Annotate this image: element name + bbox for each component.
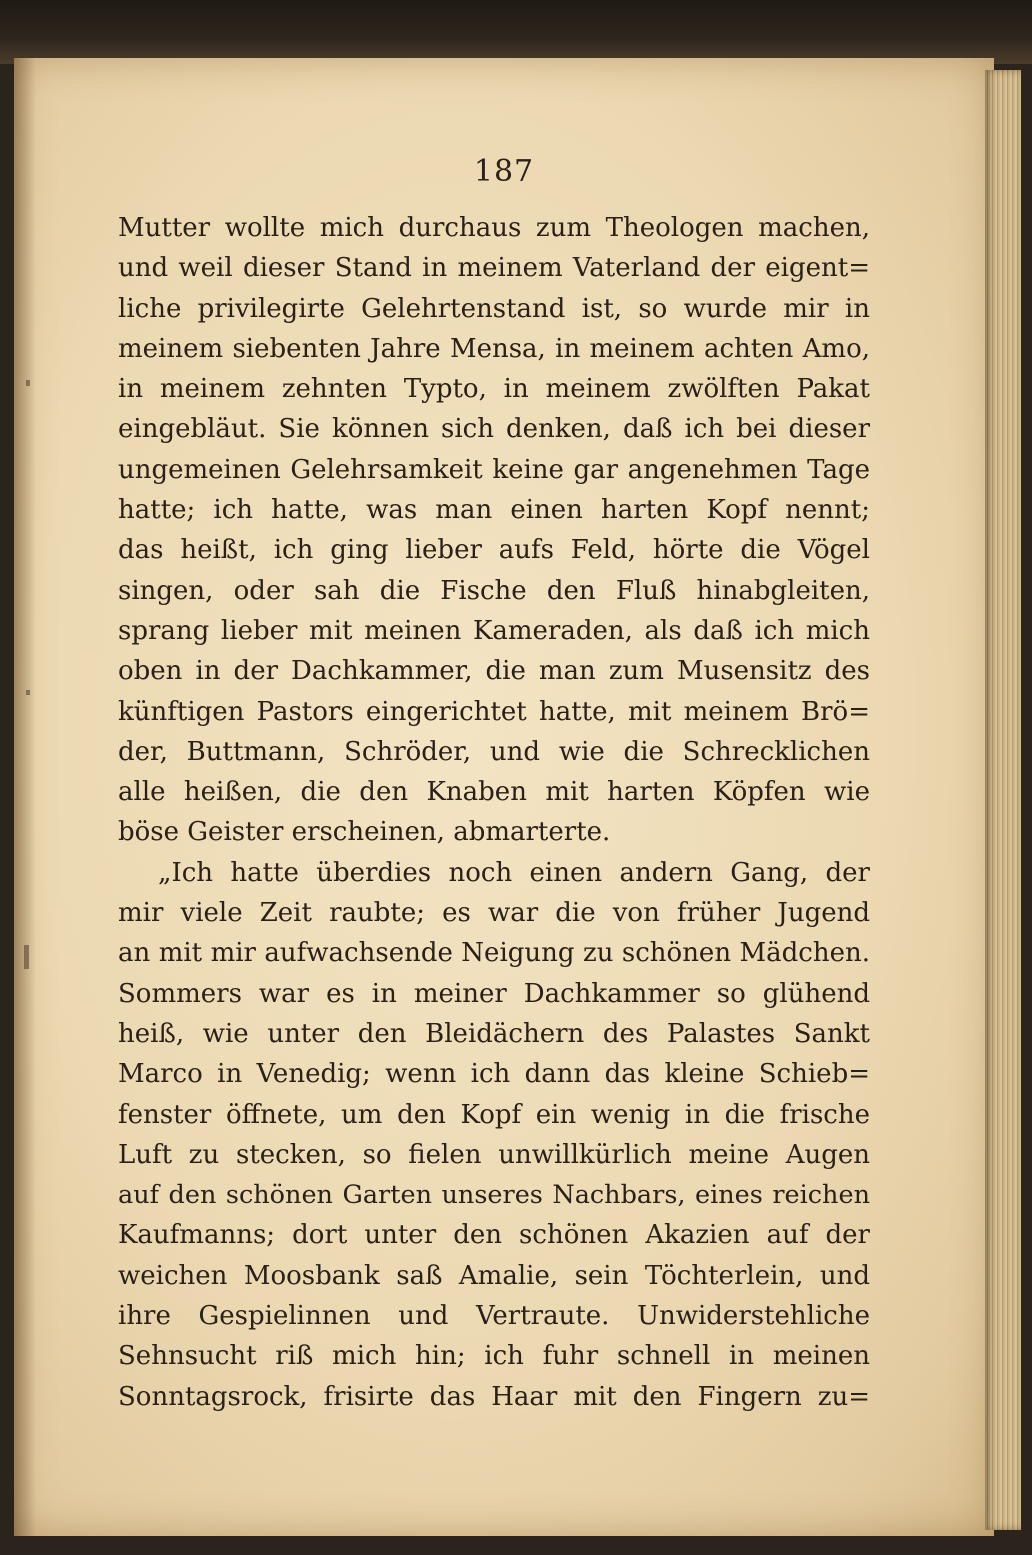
- text-line: Sehnsucht riß mich hin; ich fuhr schnell in meinen: [118, 1341, 870, 1372]
- text-line: hatte; ich hatte, was man einen harten Kopf nennt;: [118, 495, 870, 526]
- text-line: mir viele Zeit raubte; es war die von früher Jugend: [118, 898, 870, 929]
- text-line: weichen Moosbank saß Amalie, sein Töchterlein, und: [118, 1260, 870, 1291]
- page-gutter-shadow: [14, 58, 36, 1536]
- text-line: fenster öffnete, um den Kopf ein wenig in die frische: [118, 1099, 870, 1130]
- text-line: und weil dieser Stand in meinem Vaterland der eigent=: [118, 253, 870, 284]
- text-line: Luft zu stecken, so fielen unwillkürlich meine Augen: [118, 1139, 870, 1170]
- margin-mark: [24, 945, 29, 969]
- text-line: eingebläut. Sie können sich denken, daß ich bei dieser: [118, 414, 870, 445]
- text-line: singen, oder sah die Fische den Fluß hinabgleiten,: [118, 575, 870, 606]
- page-number: 187: [473, 154, 535, 189]
- stacked-page-edges: [985, 70, 1021, 1530]
- text-line: oben in der Dachkammer, die man zum Musensitz des: [118, 656, 870, 687]
- text-line: Marco in Venedig; wenn ich dann das kleine Schieb=: [118, 1059, 870, 1090]
- text-line: der, Buttmann, Schröder, und wie die Schrecklichen: [118, 736, 870, 767]
- text-line: Mutter wollte mich durchaus zum Theologen machen,: [118, 213, 870, 243]
- margin-mark: [26, 690, 30, 695]
- text-line: Kaufmanns; dort unter den schönen Akazien auf der: [118, 1220, 870, 1251]
- text-line: an mit mir aufwachsende Neigung zu schönen Mädchen.: [118, 938, 870, 969]
- book-top-edge: [0, 0, 1032, 64]
- text-line: ihre Gespielinnen und Vertraute. Unwiderstehliche: [118, 1301, 870, 1332]
- text-line: in meinem zehnten Typto, in meinem zwölften Pakat: [118, 374, 870, 405]
- text-line: böse Geister erscheinen, abmarterte.: [118, 817, 611, 848]
- text-line: sprang lieber mit meinen Kameraden, als daß ich mich: [118, 615, 870, 646]
- margin-mark: [26, 380, 30, 386]
- text-line: das heißt, ich ging lieber aufs Feld, hörte die Vögel: [118, 535, 870, 566]
- text-line: auf den schönen Garten unseres Nachbars, eines reichen: [118, 1180, 870, 1211]
- text-line: künftigen Pastors eingerichtet hatte, mit meinem Brö=: [118, 696, 870, 727]
- book-page: [14, 58, 994, 1536]
- text-line: alle heißen, die den Knaben mit harten Köpfen wie: [118, 777, 870, 808]
- page-text: [118, 208, 870, 1417]
- text-line: heiß, wie unter den Bleidächern des Palastes Sankt: [118, 1018, 870, 1049]
- text-line: Sommers war es in meiner Dachkammer so glühend: [118, 978, 870, 1009]
- text-line: ungemeinen Gelehrsamkeit keine gar angenehmen Tage: [118, 454, 870, 485]
- text-line: Sonntagsrock, frisirte das Haar mit den Fingern zu=: [118, 1381, 870, 1412]
- text-line: meinem siebenten Jahre Mensa, in meinem achten Amo,: [118, 333, 870, 364]
- text-line: „Ich hatte überdies noch einen andern Gang, der: [158, 857, 870, 888]
- text-line: liche privilegirte Gelehrtenstand ist, so wurde mir in: [118, 293, 870, 324]
